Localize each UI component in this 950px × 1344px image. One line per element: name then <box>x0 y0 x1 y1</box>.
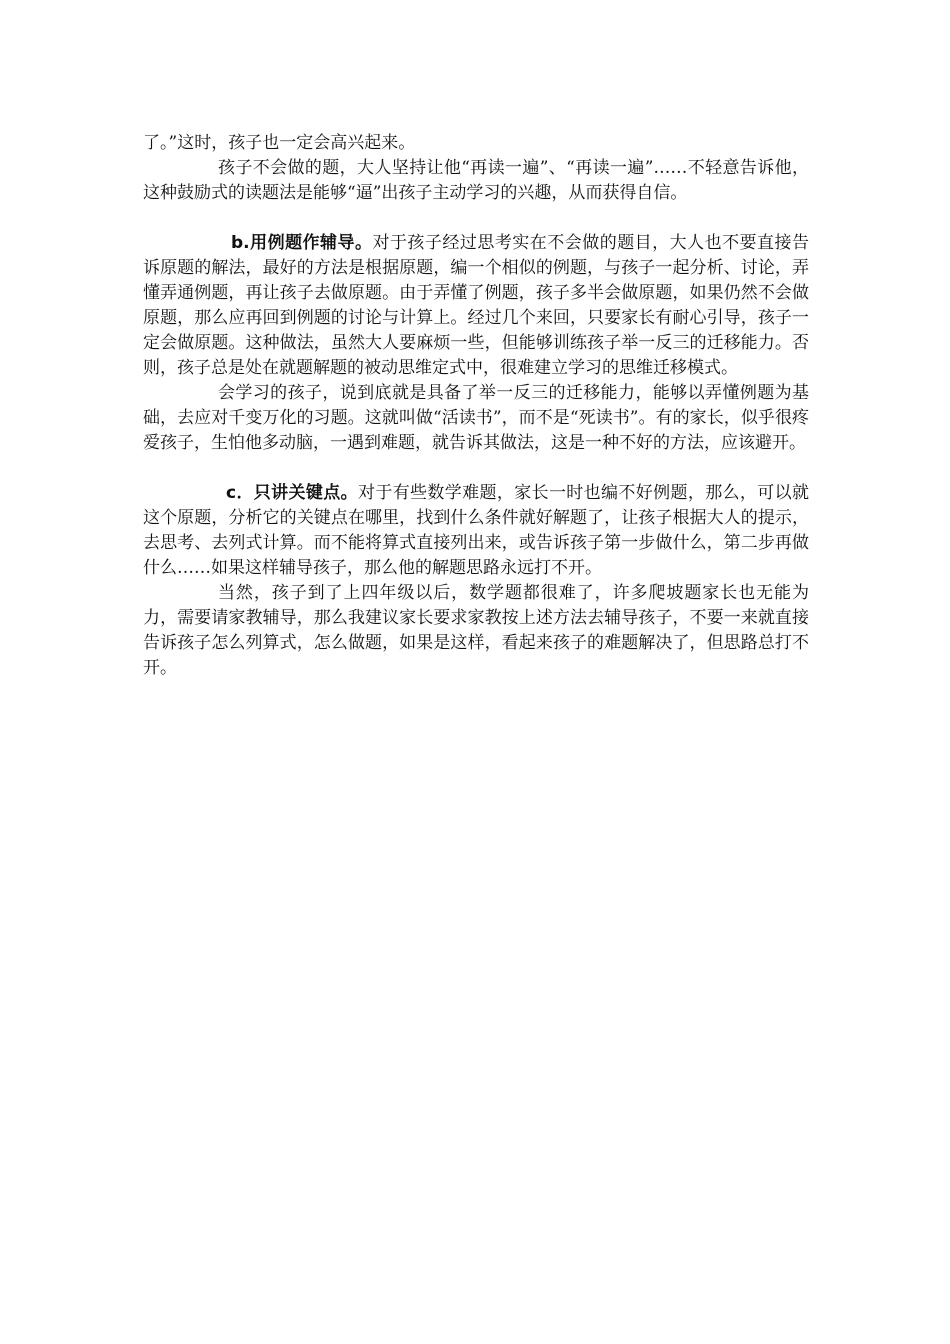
paragraph-gap <box>143 206 809 231</box>
paragraph-example-method-body: 对于孩子经过思考实在不会做的题目，大人也不要直接告诉原题的解法，最好的方法是根据原题，编一个相似的例题，与孩子一起分析、讨论，弄懂弄通例题，再让孩子去做原题。由于弄懂了例题，孩子多半会做原题，如果仍然不会做原题，那么应再回到例题的讨论与计算上。经过几个来回，只要家长有耐心引导，孩子一定会做原题。这种做法，虽然大人要麻烦一些，但能够训练孩子举一反三的迁移能力。否则，孩子总是处在就题解题的被动思维定式中，很难建立学习的思维迁移模式。 <box>143 233 809 378</box>
section-heading-c: c．只讲关键点。 <box>226 483 358 503</box>
paragraph-key-points <box>143 481 809 581</box>
paragraph-reread: 孩子不会做的题，大人坚持让他“再读一遍”、“再读一遍”……不轻意告诉他，这种鼓励式的读题法是能够“逼”出孩子主动学习的兴趣，从而获得自信。 <box>143 158 809 203</box>
document-body <box>143 131 809 681</box>
paragraph-example-method <box>143 231 809 381</box>
paragraph-tutor-advice: 当然，孩子到了上四年级以后，数学题都很难了，许多爬坡题家长也无能为力，需要请家教辅导，那么我建议家长要求家教按上述方法去辅导孩子，不要一来就直接告诉孩子怎么列算式，怎么做题，如果是这样，看起来孩子的难题解决了，但思路总打不开。 <box>143 583 809 678</box>
paragraph-key-points-body: 对于有些数学难题，家长一时也编不好例题，那么，可以就这个原题，分析它的关键点在哪里，找到什么条件就好解题了，让孩子根据大人的提示，去思考、去列式计算。而不能将算式直接列出来，或告诉孩子第一步做什么，第二步再做什么……如果这样辅导孩子，那么他的解题思路永远打不开。 <box>143 483 809 578</box>
paragraph-continuation: 了。”这时，孩子也一定会高兴起来。 <box>143 133 416 153</box>
section-heading-b: b.用例题作辅导。 <box>231 233 373 253</box>
paragraph-transfer-ability: 会学习的孩子，说到底就是具备了举一反三的迁移能力，能够以弄懂例题为基础，去应对千变万化的习题。这就叫做“活读书”，而不是“死读书”。有的家长，似乎很疼爱孩子，生怕他多动脑，一遇到难题，就告诉其做法，这是一种不好的方法，应该避开。 <box>143 383 809 453</box>
paragraph-gap <box>143 456 809 481</box>
